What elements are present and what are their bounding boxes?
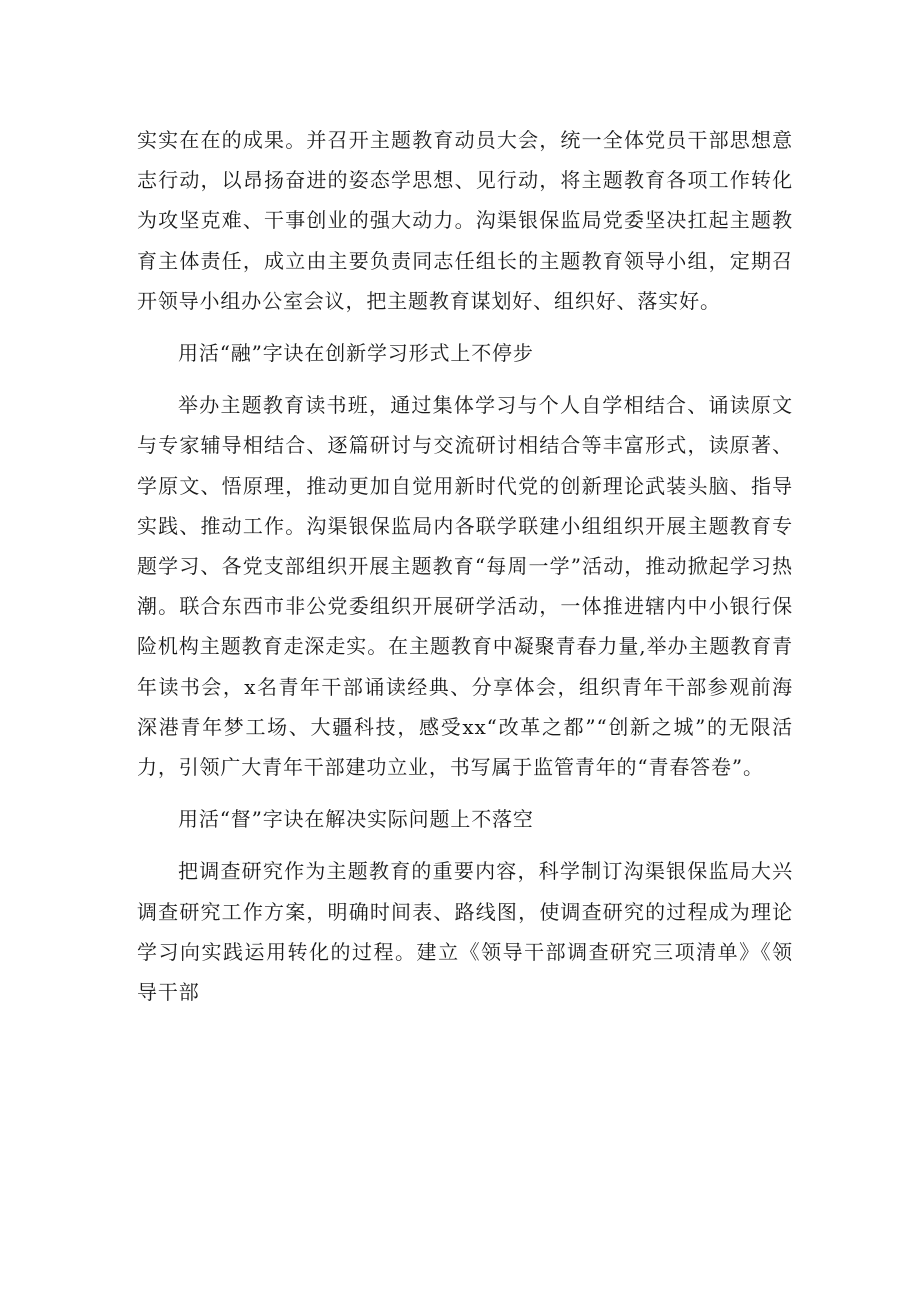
body-paragraph: 举办主题教育读书班，通过集体学习与个人自学相结合、诵读原文与专家辅导相结合、逐篇研讨与交流研讨相结合等丰富形式，读原著、学原文、悟原理，推动更加自觉用新时代党的创新理论武装头脑、指导实践、推动工作。沟渠银保监局内各联学联建小组组织开展主题教育专题学习、各党支部组织开展主题教育“每周一学”活动，推动掀起学习热潮。联合东西市非公党委组织开展研学活动，一体推进辖内中小银行保险机构主题教育走深走实。在主题教育中凝聚青春力量,举办主题教育青年读书会，x名青年干部诵读经典、分享体会，组织青年干部参观前海深港青年梦工场、大疆科技，感受xx“改革之都”“创新之城”的无限活力，引领广大青年干部建功立业，书写属于监管青年的“青春答卷”。 <box>137 393 793 780</box>
body-paragraph: 实实在在的成果。并召开主题教育动员大会，统一全体党员干部思想意志行动，以昂扬奋进的姿态学思想、见行动，将主题教育各项工作转化为攻坚克难、干事创业的强大动力。沟渠银保监局党委坚决扛起主题教育主体责任，成立由主要负责同志任组长的主题教育领导小组，定期召开领导小组办公室会议，把主题教育谋划好、组织好、落实好。 <box>137 128 793 313</box>
paragraph-spacer <box>137 321 793 333</box>
body-paragraph: 把调查研究作为主题教育的重要内容，科学制订沟渠银保监局大兴调查研究工作方案，明确时间表、路线图，使调查研究的过程成为理论学习向实践运用转化的过程。建立《领导干部调查研究三项清单》《领导干部 <box>137 859 793 1005</box>
paragraph-spacer <box>137 787 793 799</box>
section-heading: 用活“督”字诀在解决实际问题上不落空 <box>178 807 534 832</box>
paragraph-spacer <box>137 373 793 385</box>
document-page <box>137 120 793 1012</box>
section-heading: 用活“融”字诀在创新学习形式上不停步 <box>178 341 534 366</box>
paragraph-spacer <box>137 839 793 851</box>
